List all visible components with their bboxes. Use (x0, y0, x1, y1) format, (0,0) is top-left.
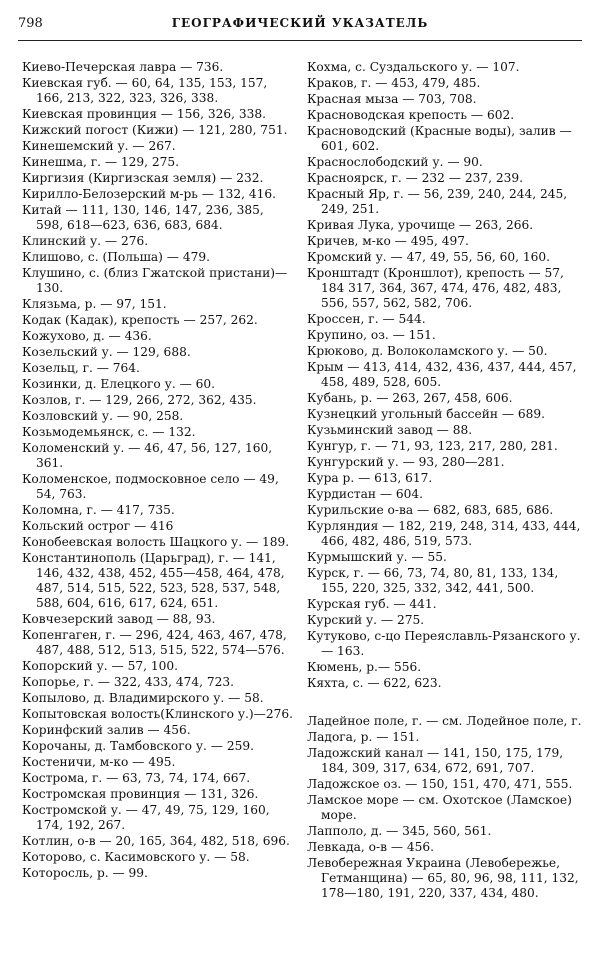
index-entry: Копорье, г. — 322, 433, 474, 723. (22, 675, 234, 689)
index-entry: Левобережная Украина (Левобережье, Гетманщина) — 65, 80, 96, 98, 111, 132, 178—180, 191, 220, 337, 434, 480. (307, 856, 579, 900)
index-entry: Кинешма, г. — 129, 275. (22, 155, 180, 169)
index-entry: Крупино, оз. — 151. (307, 328, 436, 342)
index-entry: Красноводский (Красные воды), залив — 601, 602. (307, 124, 572, 153)
index-entry: Киево-Печерская лавра — 736. (22, 60, 224, 74)
index-entry: Кутуково, с-цо Переяславль-Рязанского у. — 163. (307, 629, 581, 658)
index-entry: Козьмодемьянск, с. — 132. (22, 425, 196, 439)
index-entry: Красный Яр, г. — 56, 239, 240, 244, 245, 249, 251. (307, 187, 568, 216)
index-entry: Курляндия — 182, 219, 248, 314, 433, 444, 466, 482, 486, 519, 573. (307, 519, 581, 548)
right-column (307, 60, 583, 902)
index-entry: Кожухово, д. — 436. (22, 329, 152, 343)
index-entry: Кунгурский у. — 93, 280—281. (307, 455, 505, 469)
index-entry: Красноярск, г. — 232 — 237, 239. (307, 171, 524, 185)
index-entry: Кинешемский у. — 267. (22, 139, 176, 153)
index-entry: Краков, г. — 453, 479, 485. (307, 76, 481, 90)
index-entry: Кижский погост (Кижи) — 121, 280, 751. (22, 123, 288, 137)
index-entry: Ладога, р. — 151. (307, 730, 420, 744)
index-entry: Левкада, о-в — 456. (307, 840, 435, 854)
page-number: 798 (18, 16, 43, 31)
header-rule (18, 40, 582, 41)
left-column (22, 60, 294, 882)
running-title: ГЕОГРАФИЧЕСКИЙ УКАЗАТЕЛЬ (171, 16, 429, 30)
index-entry: Коломенский у. — 46, 47, 56, 127, 160, 361. (22, 441, 273, 470)
index-entry: Козловский у. — 90, 258. (22, 409, 184, 423)
index-entry: Ладейное поле, г. — см. Лодейное поле, г. (307, 714, 582, 728)
index-entry: Кюмень, р.— 556. (307, 660, 422, 674)
index-entry: Киевская губ. — 60, 64, 135, 153, 157, 166, 213, 322, 323, 326, 338. (22, 76, 268, 105)
index-entry: Костромской у. — 47, 49, 75, 129, 160, 174, 192, 267. (22, 803, 270, 832)
index-entry: Курский у. — 275. (307, 613, 425, 627)
index-entry: Копорский у. — 57, 100. (22, 659, 178, 673)
index-entry: Кохма, с. Суздальского у. — 107. (307, 60, 520, 74)
section-gap (307, 692, 583, 714)
index-entry: Кострома, г. — 63, 73, 74, 174, 667. (22, 771, 251, 785)
index-entry: Киргизия (Киргизская земля) — 232. (22, 171, 264, 185)
index-entry: Ладожское оз. — 150, 151, 470, 471, 555. (307, 777, 573, 791)
index-entry: Красная мыза — 703, 708. (307, 92, 477, 106)
index-entry: Кромский у. — 47, 49, 55, 56, 60, 160. (307, 250, 551, 264)
index-entry: Копенгаген, г. — 296, 424, 463, 467, 478, 487, 488, 512, 513, 515, 522, 574—576. (22, 628, 287, 657)
index-entry: Крюково, д. Волоколамского у. — 50. (307, 344, 548, 358)
page-header (18, 16, 582, 36)
index-entry: Корочаны, д. Тамбовского у. — 259. (22, 739, 254, 753)
index-entry: Клишово, с. (Польша) — 479. (22, 250, 211, 264)
index-entry: Курильские о-ва — 682, 683, 685, 686. (307, 503, 554, 517)
index-entry: Котлин, о-в — 20, 165, 364, 482, 518, 696. (22, 834, 290, 848)
index-entry: Кроссен, г. — 544. (307, 312, 426, 326)
index-entry: Кирилло-Белозерский м-рь — 132, 416. (22, 187, 277, 201)
index-entry: Крым — 413, 414, 432, 436, 437, 444, 457, 458, 489, 528, 605. (307, 360, 577, 389)
index-entry: Лапполо, д. — 345, 560, 561. (307, 824, 492, 838)
index-entry: Козинки, д. Елецкого у. — 60. (22, 377, 216, 391)
index-entry: Коринфский залив — 456. (22, 723, 191, 737)
index-entry: Костромская провинция — 131, 326. (22, 787, 259, 801)
index-entry: Киевская провинция — 156, 326, 338. (22, 107, 267, 121)
index-entry: Костеничи, м-ко — 495. (22, 755, 176, 769)
right-column-l-section (307, 714, 583, 901)
index-entry: Курская губ. — 441. (307, 597, 437, 611)
index-entry: Курмышский у. — 55. (307, 550, 447, 564)
index-entry: Кунгур, г. — 71, 93, 123, 217, 280, 281. (307, 439, 558, 453)
index-entry: Копылово, д. Владимирского у. — 58. (22, 691, 264, 705)
index-entry: Ламское море — см. Охотское (Ламское) море. (307, 793, 572, 822)
index-entry: Кодак (Кадак), крепость — 257, 262. (22, 313, 258, 327)
index-entry: Клушино, с. (близ Гжатской пристани)— 130. (22, 266, 288, 295)
index-entry: Кубань, р. — 263, 267, 458, 606. (307, 391, 513, 405)
index-entry: Кузьминский завод — 88. (307, 423, 473, 437)
index-entry: Кузнецкий угольный бассейн — 689. (307, 407, 546, 421)
index-entry: Кривая Лука, урочище — 263, 266. (307, 218, 534, 232)
index-entry: Ладожский канал — 141, 150, 175, 179, 184, 309, 317, 634, 672, 691, 707. (307, 746, 564, 775)
index-entry: Кура р. — 613, 617. (307, 471, 433, 485)
index-entry: Козельц, г. — 764. (22, 361, 140, 375)
index-entry: Клязьма, р. — 97, 151. (22, 297, 167, 311)
index-entry: Коломна, г. — 417, 735. (22, 503, 175, 517)
index-entry: Кольский острог — 416 (22, 519, 174, 533)
index-entry: Копытовская волость(Клинского у.)—276. (22, 707, 293, 721)
index-entry: Которово, с. Касимовского у. — 58. (22, 850, 250, 864)
index-entry: Константинополь (Царьград), г. — 141, 146, 432, 438, 452, 455—458, 464, 478, 487, 514, 515, 522, 523, 528, 537, 548, 588, 604, 616, 617, 624, 651. (22, 551, 285, 610)
index-entry: Козельский у. — 129, 688. (22, 345, 191, 359)
index-entry: Краснослободский у. — 90. (307, 155, 483, 169)
index-entry: Курск, г. — 66, 73, 74, 80, 81, 133, 134, 155, 220, 325, 332, 342, 441, 500. (307, 566, 559, 595)
index-entry: Конобеевская волость Шацкого у. — 189. (22, 535, 290, 549)
index-entry: Которосль, р. — 99. (22, 866, 148, 880)
index-entry: Ковчезерский завод — 88, 93. (22, 612, 216, 626)
index-entry: Китай — 111, 130, 146, 147, 236, 385, 598, 618—623, 636, 683, 684. (22, 203, 264, 232)
index-entry: Кронштадт (Кроншлот), крепость — 57, 184 317, 364, 367, 474, 476, 482, 483, 556, 557, 562, 582, 706. (307, 266, 564, 310)
index-entry: Коломенское, подмосковное село — 49, 54, 763. (22, 472, 279, 501)
index-entry: Козлов, г. — 129, 266, 272, 362, 435. (22, 393, 257, 407)
index-entry: Кяхта, с. — 622, 623. (307, 676, 442, 690)
index-entry: Курдистан — 604. (307, 487, 424, 501)
index-entry: Клинский у. — 276. (22, 234, 149, 248)
index-entry: Кричев, м-ко — 495, 497. (307, 234, 469, 248)
index-entry: Красноводская крепость — 602. (307, 108, 515, 122)
right-column-k-section (307, 60, 583, 691)
